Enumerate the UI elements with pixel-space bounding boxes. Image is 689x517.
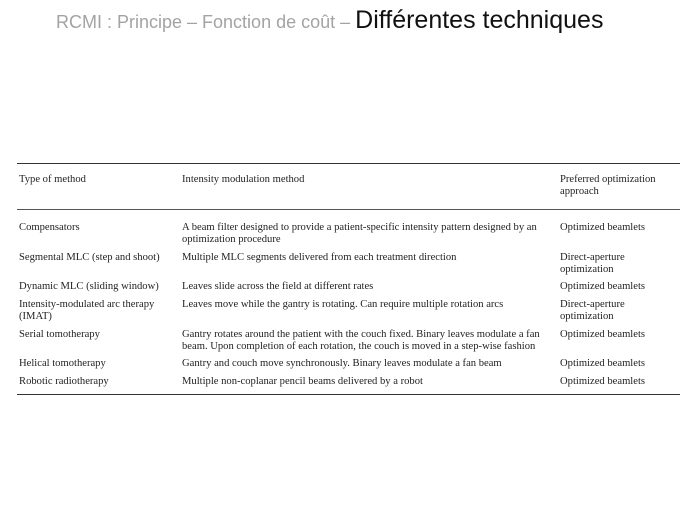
table-row [17, 279, 680, 296]
cell-type: Dynamic MLC (sliding window) [19, 281, 159, 293]
table-row [17, 297, 680, 327]
header-intensity-modulation-method: Intensity modulation method [182, 174, 305, 185]
cell-modulation: Multiple MLC segments delivered from each treatment direction [182, 251, 457, 263]
header-preferred-optimization: Preferred optimization approach [560, 174, 656, 198]
table-row [17, 356, 680, 373]
cell-optimization: Optimized beamlets [560, 358, 646, 370]
slide-title-prefix: RCMI : Principe – Fonction de coût – [56, 12, 356, 32]
cell-modulation: Multiple non-coplanar pencil beams delivered by a robot [182, 375, 423, 387]
cell-optimization: Optimized beamlets [560, 328, 646, 340]
table-row [17, 250, 680, 280]
cell-optimization: Direct-aperture optimization [560, 298, 625, 323]
cell-modulation: Gantry and couch move synchronously. Binary leaves modulate a fan beam [182, 358, 502, 370]
cell-type: Compensators [19, 221, 80, 233]
methods-table-container [17, 163, 680, 395]
cell-type: Segmental MLC (step and shoot) [19, 251, 160, 263]
header-row [17, 164, 680, 210]
cell-modulation: Leaves move while the gantry is rotating. Can require multiple rotation arcs [182, 298, 504, 310]
cell-modulation: Gantry rotates around the patient with the couch fixed. Binary leaves modulate a fan beam. Upon completion of each rotation, the couch is moved in a step-wise fashion [182, 328, 540, 353]
table-header [17, 164, 680, 210]
cell-optimization: Direct-aperture optimization [560, 251, 625, 276]
cell-type: Helical tomotherapy [19, 358, 106, 370]
table-body [17, 209, 680, 394]
cell-modulation: A beam filter designed to provide a patient-specific intensity pattern designed by an optimization procedure [182, 221, 537, 246]
slide-title [56, 6, 603, 35]
cell-optimization: Optimized beamlets [560, 221, 646, 233]
table-row [17, 327, 680, 357]
header-type-of-method: Type of method [19, 174, 86, 185]
cell-type: Robotic radiotherapy [19, 375, 109, 387]
slide-title-main: Différentes techniques [355, 6, 604, 34]
cell-optimization: Optimized beamlets [560, 375, 646, 387]
table-row [17, 209, 680, 249]
table-row [17, 374, 680, 395]
cell-type: Intensity-modulated arc therapy (IMAT) [19, 298, 155, 323]
cell-optimization: Optimized beamlets [560, 281, 646, 293]
cell-type: Serial tomotherapy [19, 328, 100, 340]
methods-table [17, 163, 680, 395]
cell-modulation: Leaves slide across the field at different rates [182, 281, 374, 293]
